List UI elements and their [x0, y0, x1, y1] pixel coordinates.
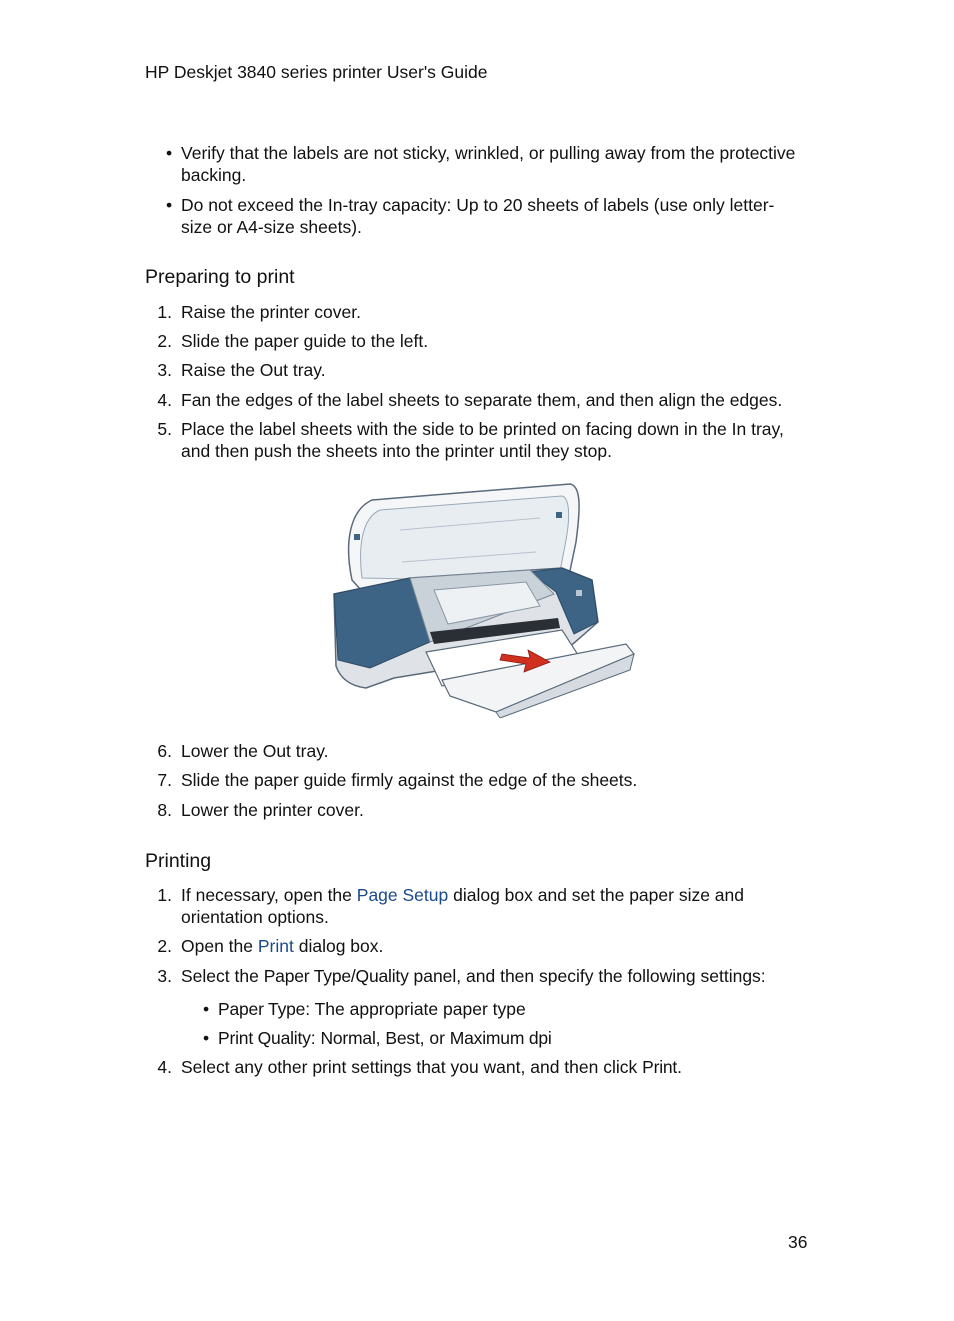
printer-illustration: [330, 482, 636, 718]
print-link[interactable]: Print: [257, 936, 294, 956]
step-number: 8.: [157, 800, 172, 820]
step-number: 3.: [157, 360, 172, 380]
sub-list-item: Print Quality: Normal, Best, or Maximum dpi: [218, 1028, 552, 1048]
step-text: Select the Paper Type/Quality panel, and then specify the following settings:: [181, 966, 766, 986]
section-heading-preparing: Preparing to print: [145, 266, 295, 288]
step-number: 4.: [157, 1057, 172, 1077]
list-item: Verify that the labels are not sticky, wrinkled, or pulling away from the protective backing.: [181, 143, 796, 185]
step-text: Lower the Out tray.: [181, 741, 329, 761]
step-number: 3.: [157, 966, 172, 986]
sub-list-item: Paper Type: The appropriate paper type: [218, 999, 526, 1019]
step-text: Select any other print settings that you want, and then click Print.: [181, 1057, 682, 1077]
step-text: If necessary, open the Page Setup dialog box and set the paper size and orientation options.: [181, 885, 744, 927]
step-text: Lower the printer cover.: [181, 800, 364, 820]
page-header: HP Deskjet 3840 series printer User's Guide: [145, 62, 488, 82]
bullet-marker: •: [166, 195, 173, 215]
step-text: Open the Print dialog box.: [181, 936, 384, 956]
step-text: Raise the Out tray.: [181, 360, 326, 380]
step-number: 1.: [157, 302, 172, 322]
bullet-marker: •: [203, 999, 210, 1019]
step-text: Slide the paper guide firmly against the edge of the sheets.: [181, 770, 638, 790]
step-text: Raise the printer cover.: [181, 302, 361, 322]
step-number: 5.: [157, 419, 172, 439]
step-number: 2.: [157, 331, 172, 351]
page-number: 36: [788, 1232, 808, 1252]
list-item: Do not exceed the In-tray capacity: Up to 20 sheets of labels (use only letter- size or A4-size sheets).: [181, 195, 775, 237]
step-number: 1.: [157, 885, 172, 905]
step-number: 7.: [157, 770, 172, 790]
step-text: Slide the paper guide to the left.: [181, 331, 429, 351]
step-text: Place the label sheets with the side to be printed on facing down in the In tray, and then push the sheets into the printer until they stop.: [181, 419, 784, 461]
step-text: Fan the edges of the label sheets to separate them, and then align the edges.: [181, 390, 783, 410]
step-number: 4.: [157, 390, 172, 410]
page-setup-link[interactable]: Page Setup: [356, 885, 449, 905]
section-heading-printing: Printing: [145, 850, 212, 872]
step-number: 6.: [157, 741, 172, 761]
step-number: 2.: [157, 936, 172, 956]
bullet-marker: •: [166, 143, 173, 163]
bullet-marker: •: [203, 1028, 210, 1048]
